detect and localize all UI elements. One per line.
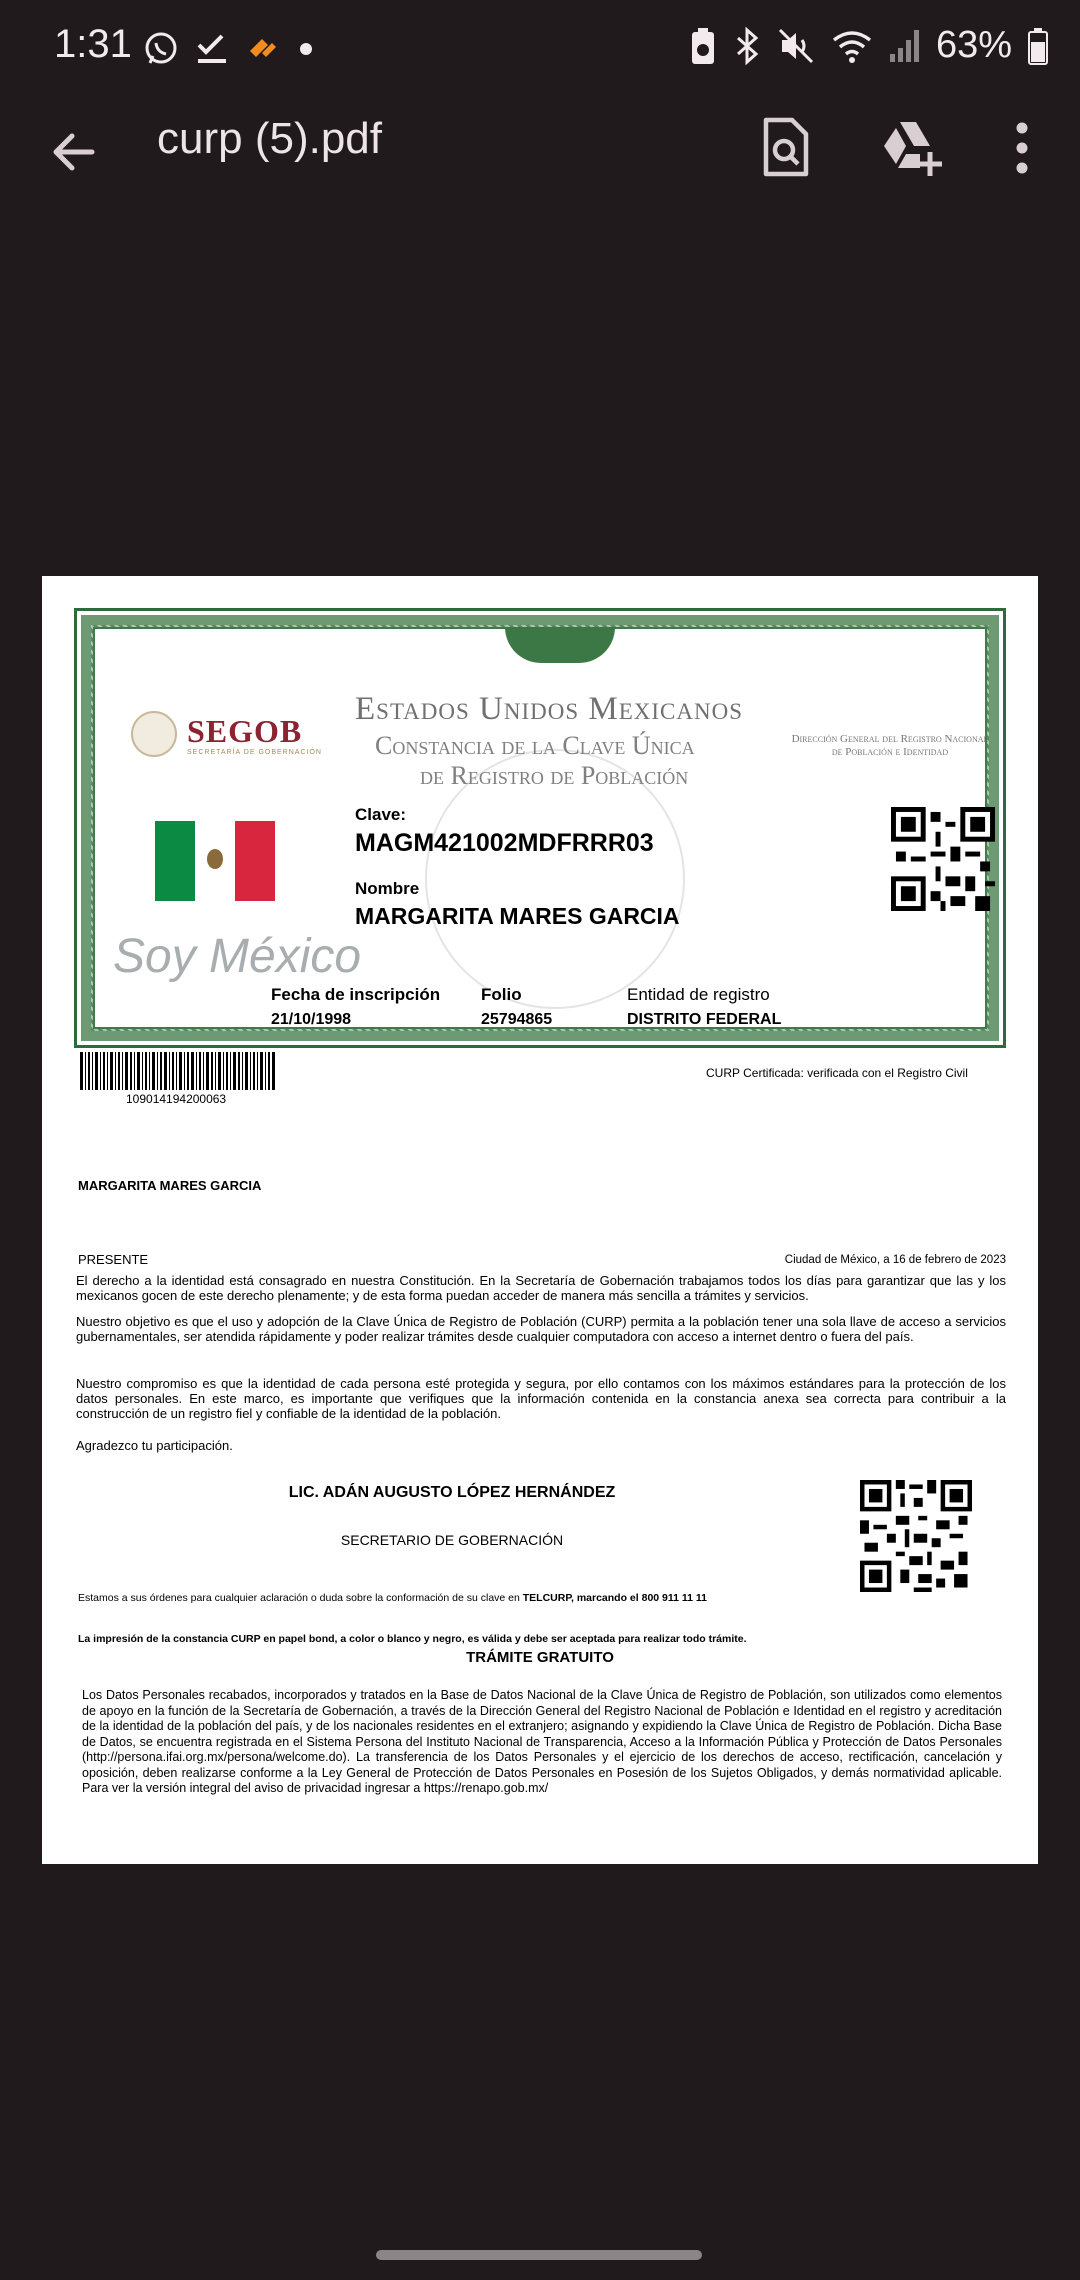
letter-qr-code: [860, 1480, 972, 1592]
task-check-icon: [194, 31, 230, 67]
pdf-page[interactable]: [42, 576, 1038, 1864]
barcode-number: 109014194200063: [126, 1092, 227, 1106]
nombre-value: MARGARITA MARES GARCIA: [355, 903, 680, 929]
whatsapp-icon: [142, 30, 180, 68]
letter-place-date: Ciudad de México, a 16 de febrero de 2023: [784, 1254, 1006, 1266]
bluetooth-icon: [732, 26, 762, 66]
certificate-body: [93, 627, 987, 1029]
tramite-gratuito: TRÁMITE GRATUITO: [466, 1649, 614, 1666]
curp-certificada-note: CURP Certificada: verificada con el Registro Civil: [706, 1066, 968, 1080]
status-bar: [0, 0, 1080, 100]
nombre-label: Nombre: [355, 879, 420, 898]
curp-certificate: [74, 608, 1006, 1048]
find-in-document-icon[interactable]: [760, 116, 812, 180]
certificate-qr-code: [891, 807, 995, 911]
clave-value: MAGM421002MDFRRR03: [355, 829, 654, 857]
segob-seal-icon: [131, 711, 177, 757]
app-notification-icon: [244, 31, 280, 67]
letter-paragraph-1: El derecho a la identidad está consagrado en nuestra Constitución. En la Secretaría de Gobernación trabajamos todos los días para garantizar que las y los mexicanos gocen de este derecho plenamente; y de esta forma puedan acceder de manera más sencilla a trámites y servicios.: [76, 1273, 1006, 1303]
entidad-registro-value: DISTRITO FEDERAL: [627, 1011, 782, 1028]
telcurp-text: Estamos a sus órdenes para cualquier aclaración o duda sobre la conformación de su clave en: [78, 1592, 520, 1604]
battery-percent: 63%: [935, 24, 1012, 66]
status-time: 1:31: [54, 22, 132, 66]
segob-subtitle: SECRETARÍA DE GOBERNACIÓN: [187, 749, 322, 756]
app-bar: [0, 100, 1080, 220]
letter-presente: PRESENTE: [78, 1252, 149, 1267]
certificate-subheading-1: Constancia de la Clave Única: [375, 731, 695, 760]
mute-icon: [776, 26, 816, 66]
barcode: [80, 1052, 276, 1090]
impresion-note: La impresión de la constancia CURP en papel bond, a color o blanco y negro, es válida y debe ser aceptada para realizar todo trámite.: [78, 1633, 747, 1645]
signal-icon: [888, 26, 922, 66]
national-emblem-icon: [505, 627, 615, 663]
wifi-icon: [830, 26, 874, 66]
segob-logo: SEGOB: [187, 713, 303, 749]
battery-icon: [1026, 26, 1050, 66]
direccion-general: Dirección General del Registro Nacional de Población e Identidad: [791, 733, 989, 758]
fecha-inscripcion-value: 21/10/1998: [271, 1011, 352, 1028]
letter-paragraph-4: Agradezco tu participación.: [76, 1438, 233, 1453]
battery-saver-icon: [688, 26, 718, 66]
certificate-heading: Estados Unidos Mexicanos: [355, 691, 744, 727]
entidad-registro-label: Entidad de registro: [627, 985, 770, 1004]
more-options-icon[interactable]: [1010, 116, 1034, 180]
certificate-subheading-2: de Registro de Población: [420, 761, 689, 790]
telcurp-phone: TELCURP, marcando el 800 911 11 11: [522, 1592, 708, 1604]
folio-label: Folio: [481, 985, 522, 1004]
fecha-inscripcion-label: Fecha de inscripción: [271, 985, 441, 1004]
document-title: curp (5).pdf: [157, 114, 382, 163]
letter-paragraph-2: Nuestro objetivo es que el uso y adopción de la Clave Única de Registro de Población (CURP) permita a la población tener una sola llave de acceso a servicios gubernamentales, ser atendida rápidamente y poder realizar trámites desde cualquier computadora con acceso a internet dentro o fuera del país.: [76, 1314, 1006, 1344]
back-arrow-icon[interactable]: [44, 122, 104, 182]
add-to-drive-icon[interactable]: [880, 116, 942, 180]
mexico-flag-icon: [155, 821, 275, 901]
letter-recipient: MARGARITA MARES GARCIA: [78, 1178, 262, 1193]
clave-label: Clave:: [355, 805, 407, 824]
dot-icon: [294, 37, 318, 61]
folio-value: 25794865: [481, 1011, 553, 1028]
telcurp-note: [78, 1592, 707, 1604]
signer-title: SECRETARIO DE GOBERNACIÓN: [340, 1532, 564, 1548]
letter-paragraph-3: Nuestro compromiso es que la identidad de cada persona esté protegida y segura, por ello contamos con los máximos estándares para la protección de los datos personales. En este marco, es importante que verifiques que la información contenida en la constancia anexa sea correcta para contribuir a la construcción de un registro fiel y confiable de la identidad de la población.: [76, 1376, 1006, 1421]
signer-name: LIC. ADÁN AUGUSTO LÓPEZ HERNÁNDEZ: [288, 1484, 616, 1501]
gesture-nav-bar[interactable]: [376, 2250, 702, 2260]
soy-mexico-logo: Soy México: [113, 930, 362, 983]
privacy-notice: Los Datos Personales recabados, incorporados y tratados en la Base de Datos Nacional de la Clave Única de Registro de Población, son utilizados como elementos de apoyo en la función de la Secretaría de Gobernación, a través de la Dirección General del Registro Nacional de Población e Identidad en el registro y acreditación de la identidad de la población del país, y de los nacionales residentes en el extranjero; asignando y expidiendo la Clave Única de Registro de Población. Dicha Base de Datos, se encuentra registrada en el Sistema Persona del Instituto Nacional de Transparencia, Acceso a la Información Pública y Protección de Datos Personales (http://persona.ifai.org.mx/persona/welcome.do). La transferencia de los Datos Personales y el ejercicio de los derechos de acceso, rectificación, cancelación y oposición, deben realizarse conforme a la Ley General de Protección de Datos Personales en Posesión de los Sujetos Obligados, y demás normatividad aplicable. Para ver la versión integral del aviso de privacidad ingresar a https://renapo.gob.mx/: [82, 1688, 1002, 1795]
